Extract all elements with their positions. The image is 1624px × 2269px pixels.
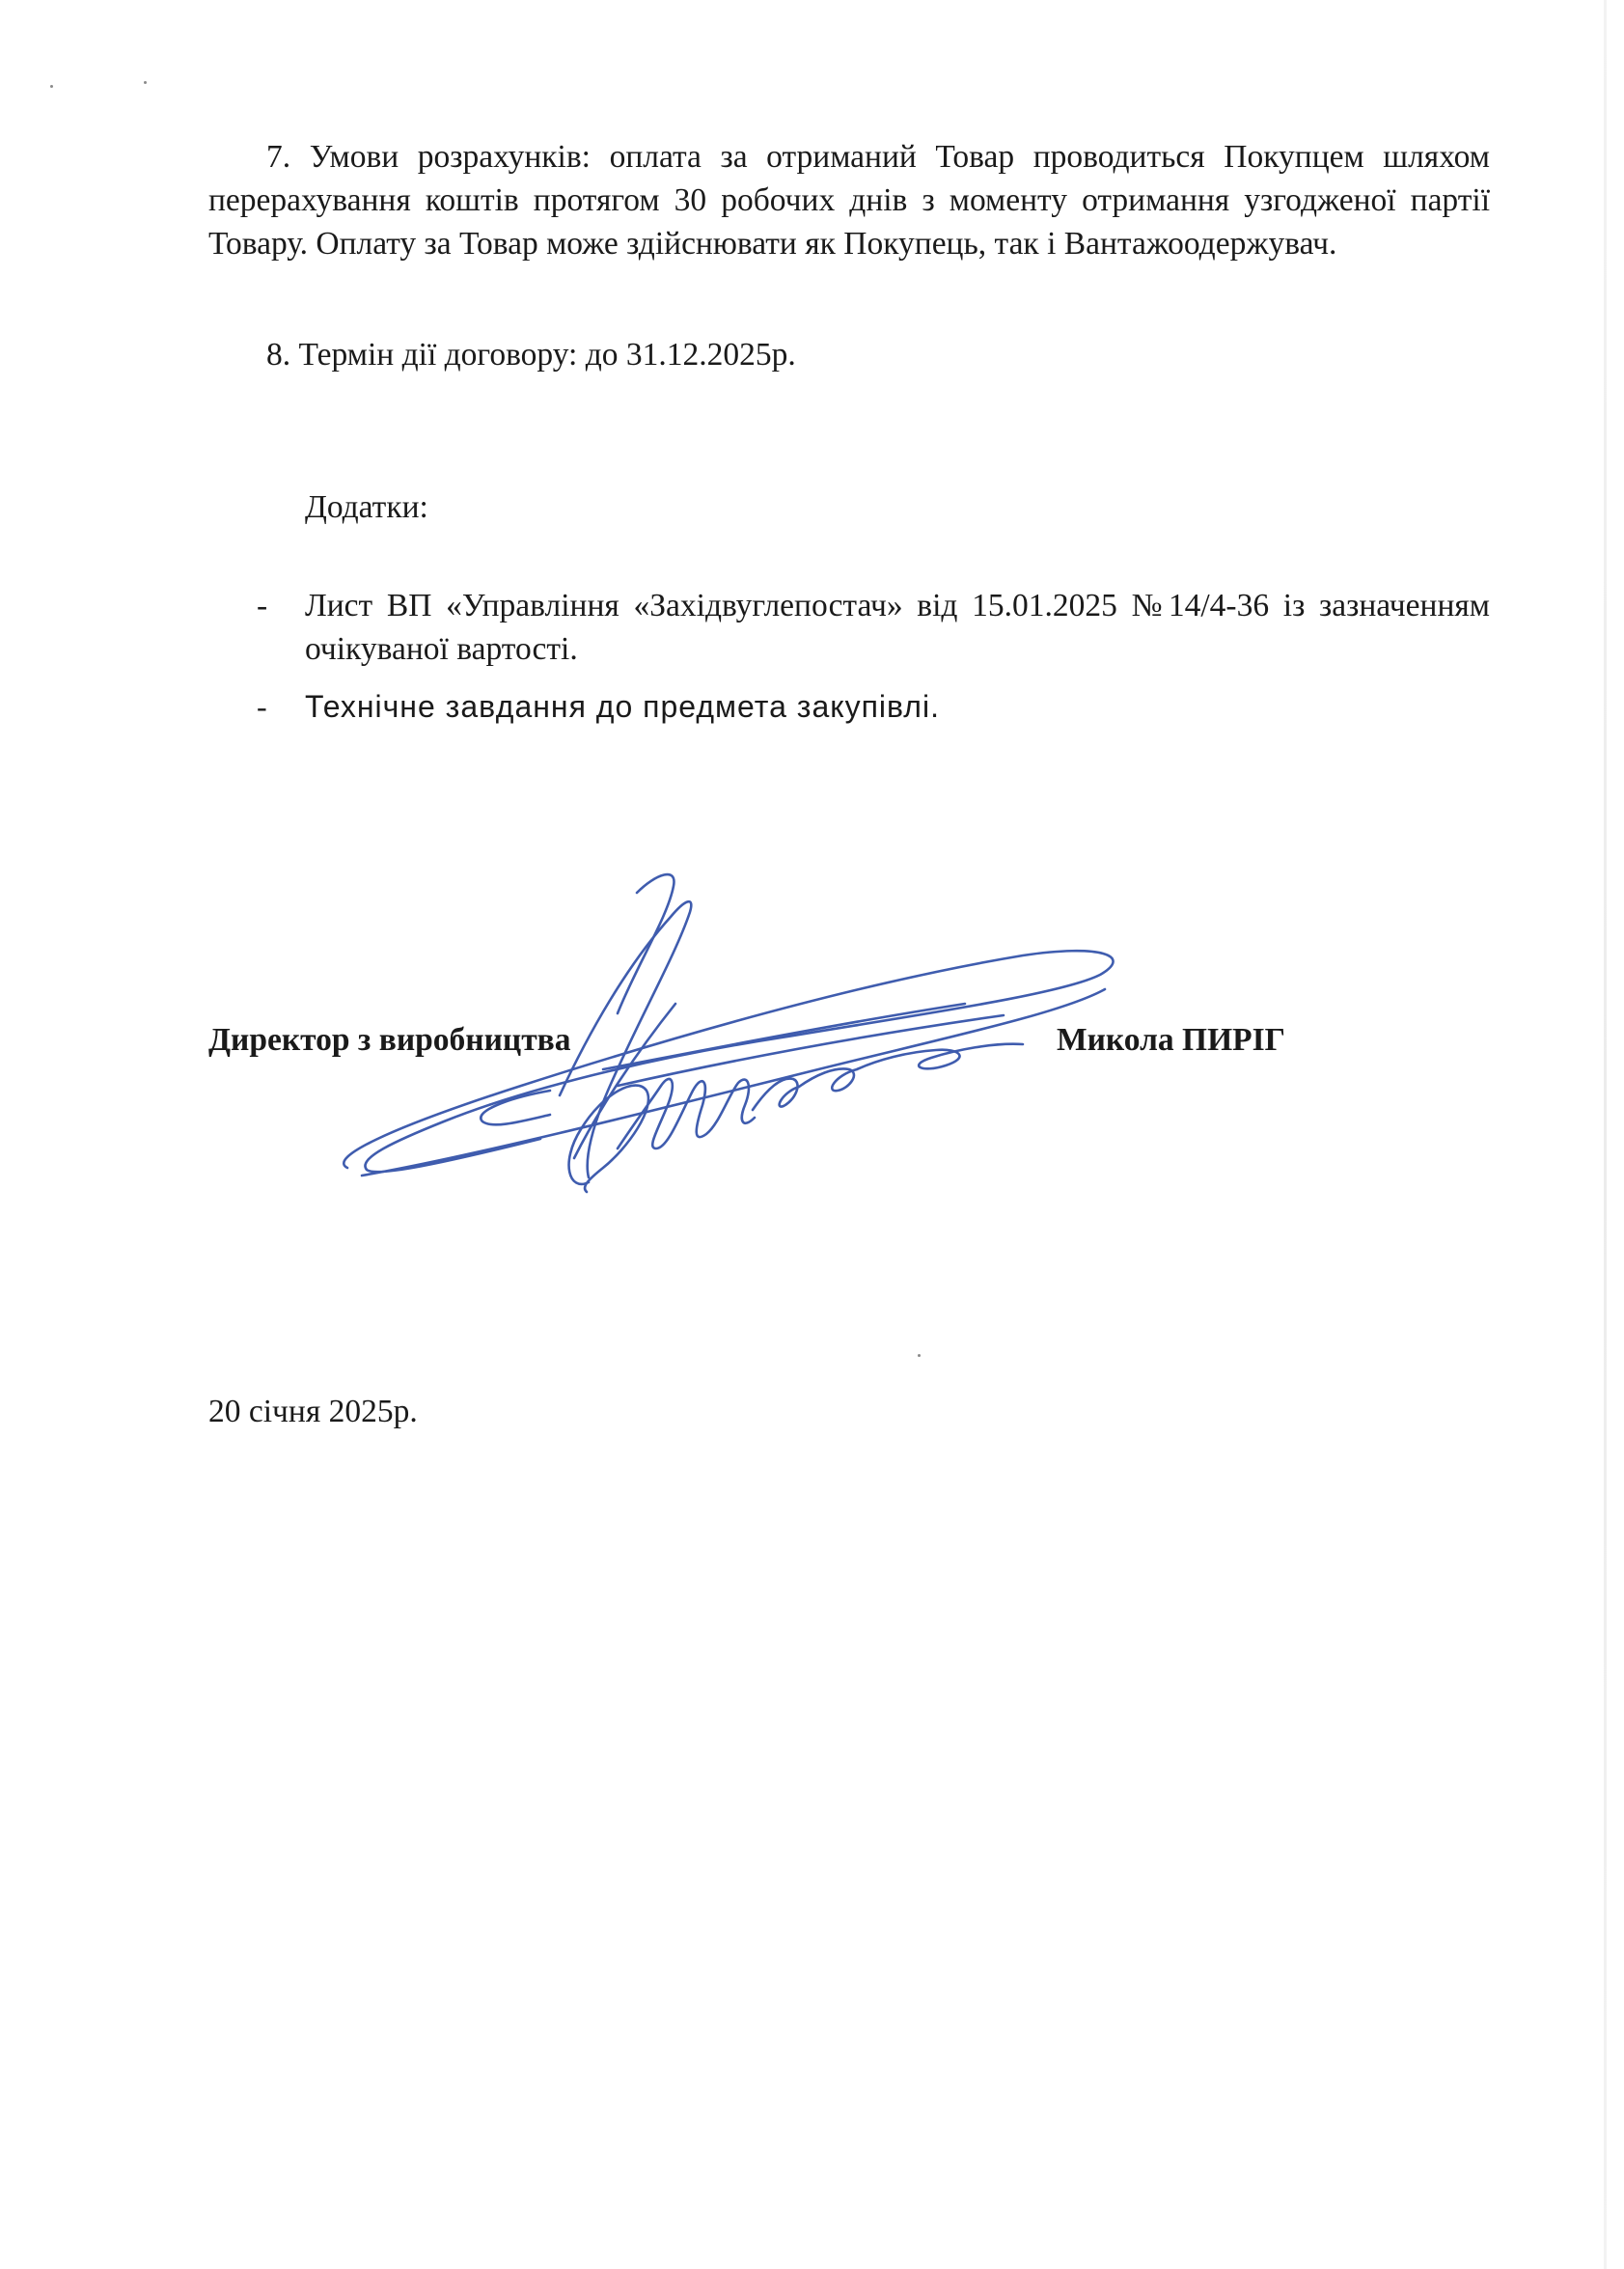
attachment-text: Технічне завдання до предмета закупівлі. bbox=[305, 689, 940, 724]
attachment-item bbox=[257, 685, 1490, 729]
list-dash: - bbox=[257, 588, 268, 623]
signatory-title: Директор з виробництва bbox=[208, 1022, 571, 1058]
document-date: 20 січня 2025р. bbox=[208, 1394, 418, 1429]
list-dash: - bbox=[257, 689, 268, 724]
scan-speck bbox=[144, 81, 147, 84]
attachments-heading: Додатки: bbox=[305, 489, 428, 525]
attachment-item bbox=[257, 584, 1490, 671]
scan-speck bbox=[918, 1354, 921, 1357]
scan-edge bbox=[1604, 0, 1607, 2269]
handwritten-signature bbox=[328, 869, 1158, 1216]
attachment-text: Лист ВП «Управління «Західвуглепостач» від 15.01.2025 №14/4-36 із зазначенням очікуваної вартості. bbox=[305, 588, 1490, 667]
scan-speck bbox=[50, 85, 53, 88]
clause-payment-terms: 7. Умови розрахунків: оплата за отриманий Товар проводиться Покупцем шляхом перерахування коштів протягом 30 робочих днів з моменту отримання узгодженої партії Товару. Оплату за Товар може здійснювати як Покупець, так і Вантажоодержувач. bbox=[208, 139, 1490, 262]
clause-contract-term: 8. Термін дії договору: до 31.12.2025р. bbox=[266, 337, 796, 373]
signatory-name: Микола ПИРІГ bbox=[1057, 1022, 1285, 1058]
